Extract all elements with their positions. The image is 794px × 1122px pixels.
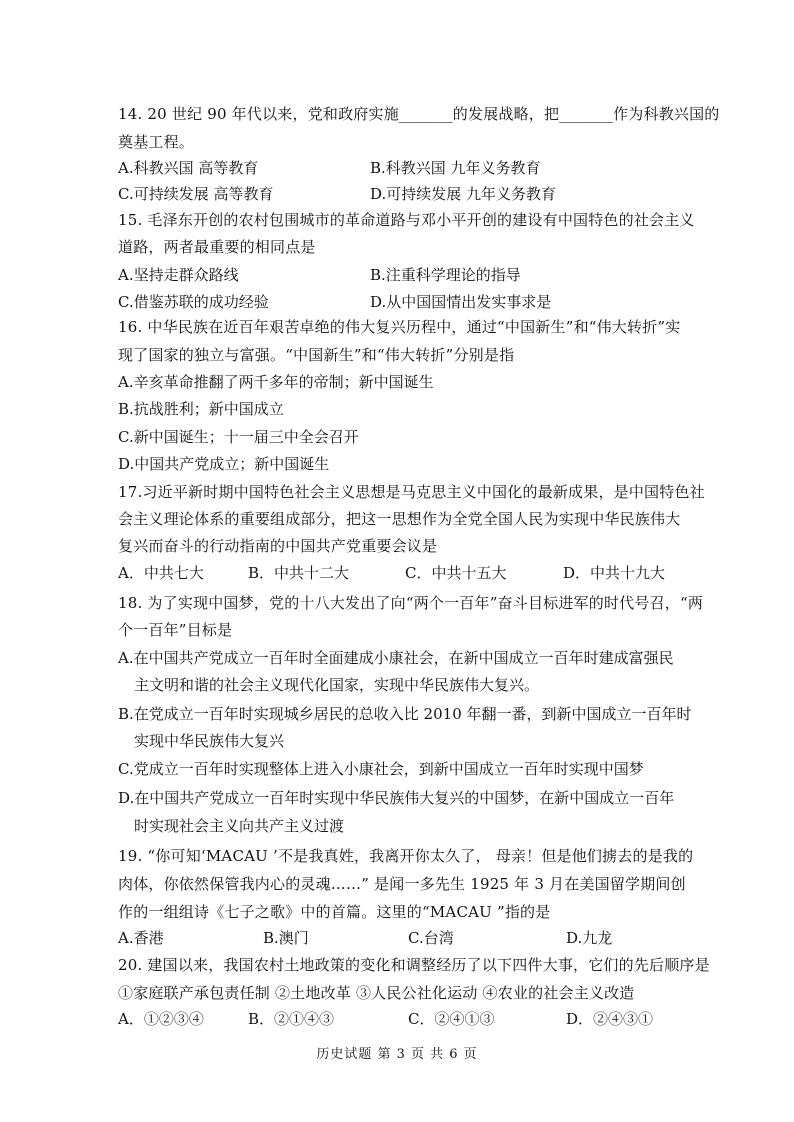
option-c: C.党成立一百年时实现整体上进入小康社会，到新中国成立一百年时实现中国梦 (118, 760, 644, 778)
option-a: A.在中国共产党成立一百年时全面建成小康社会，在新中国成立一百年时建成富强民 (118, 649, 674, 667)
option-c: C.可持续发展 高等教育 (118, 185, 274, 203)
question-text: 复兴而奋斗的行动指南的中国共产党重要会议是 (118, 537, 438, 555)
option-d: D.可持续发展 九年义务教育 (370, 185, 557, 203)
question-text: 道路，两者最重要的相同点是 (118, 238, 316, 256)
question-text: 奠基工程。 (118, 133, 195, 151)
question-text: 14. 20 世纪 90 年代以来，党和政府实施_______的发展战略，把_______作为科教兴国的 (118, 105, 720, 123)
question-text: 现了国家的独立与富强。“中国新生”和“伟大转折”分别是指 (118, 346, 515, 364)
page-footer: 历史试题 第 3 页 共 6 页 (316, 1047, 478, 1062)
option-c: C．②④①③ (408, 1010, 495, 1028)
question-text: 15. 毛泽东开创的农村包围城市的革命道路与邓小平开创的建设有中国特色的社会主义 (118, 211, 695, 229)
option-d: D.在中国共产党成立一百年时实现中华民族伟大复兴的中国梦，在新中国成立一百年 (118, 789, 675, 807)
option-b: B．②①④③ (248, 1010, 335, 1028)
option-a: A.坚持走群众路线 (118, 266, 239, 284)
option-d: D.九龙 (566, 929, 613, 947)
option-c: C.台湾 (408, 929, 454, 947)
option-a: A.科教兴国 高等教育 (118, 159, 259, 177)
option-b: B.在党成立一百年时实现城乡居民的总收入比 2010 年翻一番，到新中国成立一百年时 (118, 705, 692, 723)
option-d-cont: 时实现社会主义向共产主义过渡 (134, 817, 345, 835)
option-a: A．中共七大 (118, 564, 204, 582)
option-a-cont: 主文明和谐的社会主义现代化国家，实现中华民族伟大复兴。 (134, 676, 540, 694)
question-text: 作的一组组诗《七子之歌》中的首篇。这里的“MACAU ”指的是 (118, 903, 551, 921)
option-a: A．①②③④ (118, 1010, 204, 1028)
option-b: B.澳门 (263, 929, 309, 947)
option-a: A.辛亥革命推翻了两千多年的帝制；新中国诞生 (118, 373, 434, 391)
option-c: C.借鉴苏联的成功经验 (118, 293, 269, 311)
question-text: 19. “你可知‘MACAU ’不是我真姓，我离开你太久了， 母亲！但是他们掳去的是我的 (118, 847, 694, 865)
option-b: B．中共十二大 (248, 564, 350, 582)
option-b: B.抗战胜利；新中国成立 (118, 400, 284, 418)
option-d: D．中共十九大 (563, 564, 666, 582)
question-text: 会主义理论体系的重要组成部分，把这一思想作为全党全国人民为实现中华民族伟大 (118, 510, 681, 528)
option-b: B.注重科学理论的指导 (370, 266, 521, 284)
option-d: D.从中国国情出发实事求是 (370, 293, 552, 311)
option-b: B.科教兴国 九年义务教育 (370, 159, 541, 177)
question-text: 17.习近平新时期中国特色社会主义思想是马克思主义中国化的最新成果，是中国特色社 (118, 483, 705, 501)
option-d: D．②④③① (566, 1010, 654, 1028)
option-c: C．中共十五大 (405, 564, 507, 582)
question-text: 16. 中华民族在近百年艰苦卓绝的伟大复兴历程中，通过“中国新生”和“伟大转折”实 (118, 318, 681, 336)
option-a: A.香港 (118, 929, 164, 947)
option-d: D.中国共产党成立；新中国诞生 (118, 455, 330, 473)
question-text: 个一百年”目标是 (118, 621, 233, 639)
question-text: 20. 建国以来，我国农村土地政策的变化和调整经历了以下四件大事，它们的先后顺序是 (118, 956, 710, 974)
question-text: 肉体，你依然保管我内心的灵魂……” 是闻一多先生 1925 年 3 月在美国留学期间创 (118, 875, 686, 893)
question-text: 18. 为了实现中国梦，党的十八大发出了向“两个一百年”奋斗目标进军的时代号召，“两 (118, 594, 704, 612)
option-b-cont: 实现中华民族伟大复兴 (134, 732, 285, 750)
option-c: C.新中国诞生；十一届三中全会召开 (118, 428, 359, 446)
question-text: ①家庭联产承包责任制 ②土地改革 ③人民公社化运动 ④农业的社会主义改造 (118, 984, 635, 1002)
